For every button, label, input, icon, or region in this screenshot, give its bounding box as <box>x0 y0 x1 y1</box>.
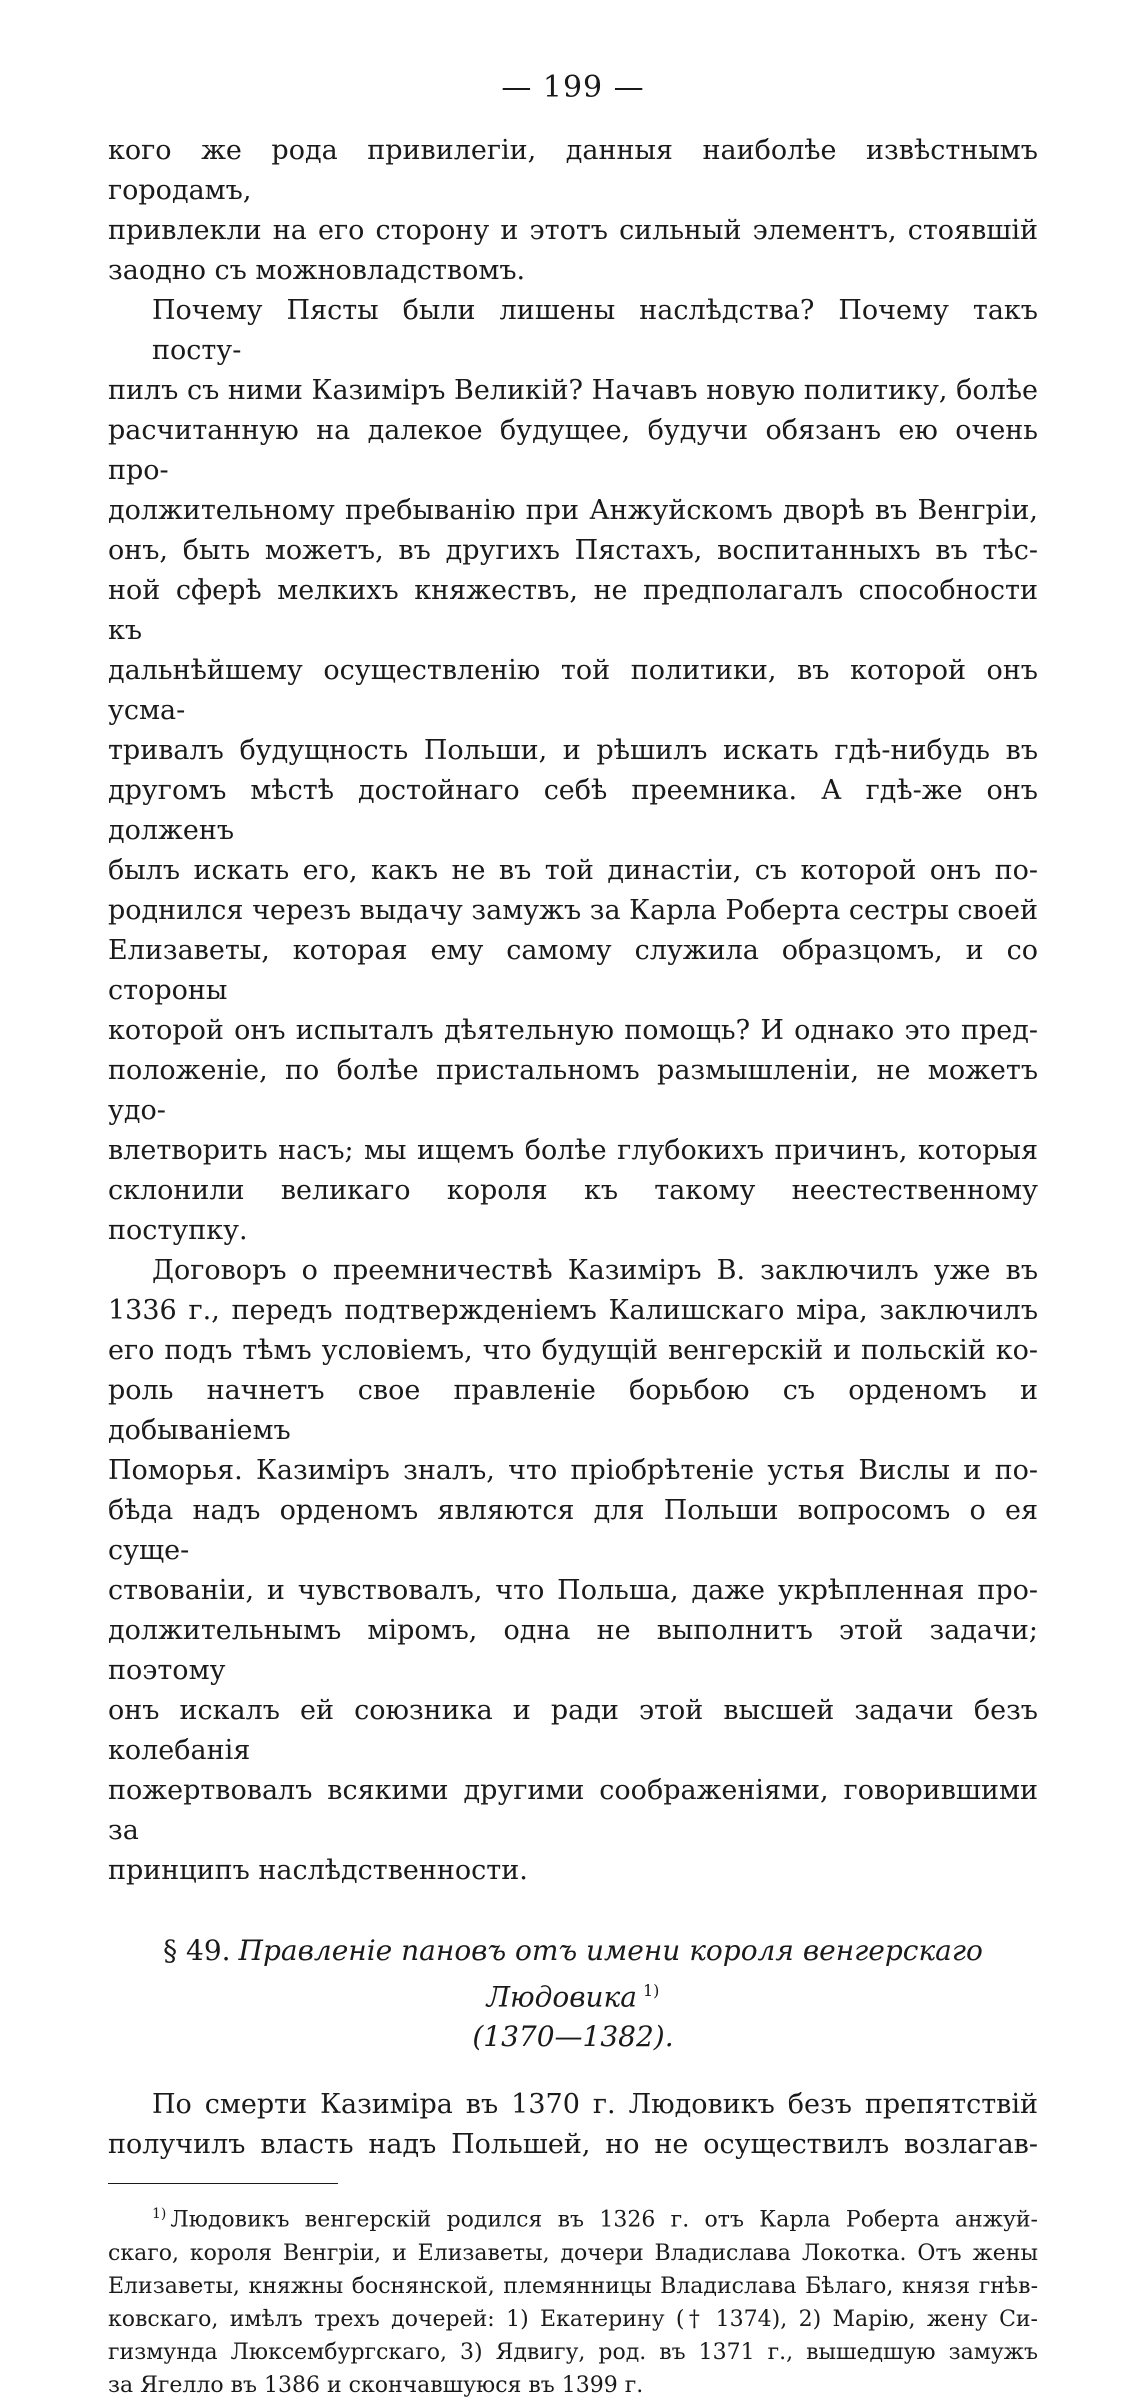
text-line: роднился черезъ выдачу замужъ за Карла Роберта сестры своей <box>108 895 1038 926</box>
text-line: онъ, быть можетъ, въ другихъ Пястахъ, воспитанныхъ въ тѣс- <box>108 535 1038 566</box>
text-line: расчитанную на далекое будущее, будучи обязанъ ею очень про- <box>108 415 1038 486</box>
text-line: влетворить насъ; мы ищемъ болѣе глубокихъ причинъ, которыя <box>108 1135 1038 1166</box>
section-number: § 49. <box>163 1934 231 1967</box>
text-line: пожертвовалъ всякими другими соображеніями, говорившими за <box>108 1775 1038 1846</box>
text-line: роль начнетъ свое правленіе борьбою съ орденомъ и добываніемъ <box>108 1375 1038 1446</box>
text-line: По смерти Казиміра въ 1370 г. Людовикъ безъ препятствій <box>152 2089 1038 2121</box>
paragraph-2 <box>108 291 1038 1251</box>
footnote-line: гизмунда Люксембургскаго, 3) Ядвигу, род. въ 1371 г., вышедшую замужъ <box>108 2339 1038 2365</box>
text-line: ствованіи, и чувствовалъ, что Польша, даже укрѣпленная про- <box>108 1575 1038 1606</box>
paragraph-after-section <box>108 2085 1038 2165</box>
text-line: Договоръ о преемничествѣ Казиміръ В. заключилъ уже въ <box>152 1255 1038 1286</box>
section-title-line-1 <box>108 1931 1038 2017</box>
text-line: дальнѣйшему осуществленію той политики, въ которой онъ усма- <box>108 655 1038 726</box>
text-line: бѣда надъ орденомъ являются для Польши вопросомъ о ея суще- <box>108 1495 1038 1566</box>
section-title: Правленіе пановъ отъ имени короля венгерскаго Людовика <box>238 1934 983 2014</box>
text-line: 1336 г., передъ подтвержденіемъ Калишскаго міра, заключилъ <box>108 1295 1038 1326</box>
text-line: которой онъ испыталъ дѣятельную помощь? И однако это пред- <box>108 1015 1038 1046</box>
text-line: былъ искать его, какъ не въ той династіи, съ которой онъ по- <box>108 855 1038 886</box>
text-line: получилъ власть надъ Польшей, но не осуществилъ возлагав- <box>108 2129 1038 2161</box>
text-line: принципъ наслѣдственности. <box>108 1855 528 1886</box>
text-line: должительнымъ міромъ, одна не выполнитъ этой задачи; поэтому <box>108 1615 1038 1686</box>
text-line: пилъ съ ними Казиміръ Великій? Начавъ новую политику, болѣе <box>108 375 1038 406</box>
footnote-line: скаго, короля Венгріи, и Елизаветы, дочери Владислава Локотка. Отъ жены <box>108 2240 1038 2266</box>
footnote-reference: 1) <box>642 1981 660 2000</box>
section-heading <box>108 1931 1038 2057</box>
text-line: ной сферѣ мелкихъ княжествъ, не предполагалъ способности къ <box>108 575 1038 646</box>
footnote-text: Людовикъ венгерскій родился въ 1326 г. отъ Карла Роберта анжуй- <box>170 2207 1038 2233</box>
footnote-line: за Ягелло въ 1386 и скончавшуюся въ 1399 г. <box>108 2372 644 2398</box>
page-number: — 199 — <box>501 70 645 105</box>
text-line: тривалъ будущность Польши, и рѣшилъ искать гдѣ-нибудь въ <box>108 735 1038 766</box>
text-line: Елизаветы, которая ему самому служила образцомъ, и со стороны <box>108 935 1038 1006</box>
text-line: его подъ тѣмъ условіемъ, что будущій венгерскій и польскій ко- <box>108 1335 1038 1366</box>
footnote-line <box>108 2198 1038 2236</box>
footnote <box>108 2198 1038 2401</box>
footnote-line: Елизаветы, княжны боснянской, племянницы Владислава Бѣлаго, князя гнѣв- <box>108 2273 1038 2299</box>
text-line: заодно съ можновладствомъ. <box>108 255 526 286</box>
paragraph-3 <box>108 1251 1038 1891</box>
text-line: онъ искалъ ей союзника и ради этой высшей задачи безъ колебанія <box>108 1695 1038 1766</box>
text-line: положеніе, по болѣе пристальномъ размышленіи, не можетъ удо- <box>108 1055 1038 1126</box>
footnote-divider <box>108 2183 338 2184</box>
paragraph-1 <box>108 131 1038 291</box>
text-line: склонили великаго короля къ такому неестественному поступку. <box>108 1175 1038 1246</box>
text-line: привлекли на его сторону и этотъ сильный элементъ, стоявшій <box>108 215 1038 246</box>
footnote-mark: 1) <box>152 2206 167 2223</box>
footnote-line: ковскаго, имѣлъ трехъ дочерей: 1) Екатерину († 1374), 2) Марію, жену Си- <box>108 2306 1038 2332</box>
text-line: Почему Пясты были лишены наслѣдства? Почему такъ посту- <box>152 295 1038 366</box>
text-line: кого же рода привилегіи, данныя наиболѣе извѣстнымъ городамъ, <box>108 135 1038 206</box>
book-page <box>108 70 1038 2402</box>
text-line: другомъ мѣстѣ достойнаго себѣ преемника. А гдѣ-же онъ долженъ <box>108 775 1038 846</box>
text-line: Поморья. Казиміръ зналъ, что пріобрѣтеніе устья Вислы и по- <box>108 1455 1038 1486</box>
text-line: должительному пребыванію при Анжуйскомъ дворѣ въ Венгріи, <box>108 495 1038 526</box>
section-title-line-2: (1370—1382). <box>472 2020 674 2054</box>
